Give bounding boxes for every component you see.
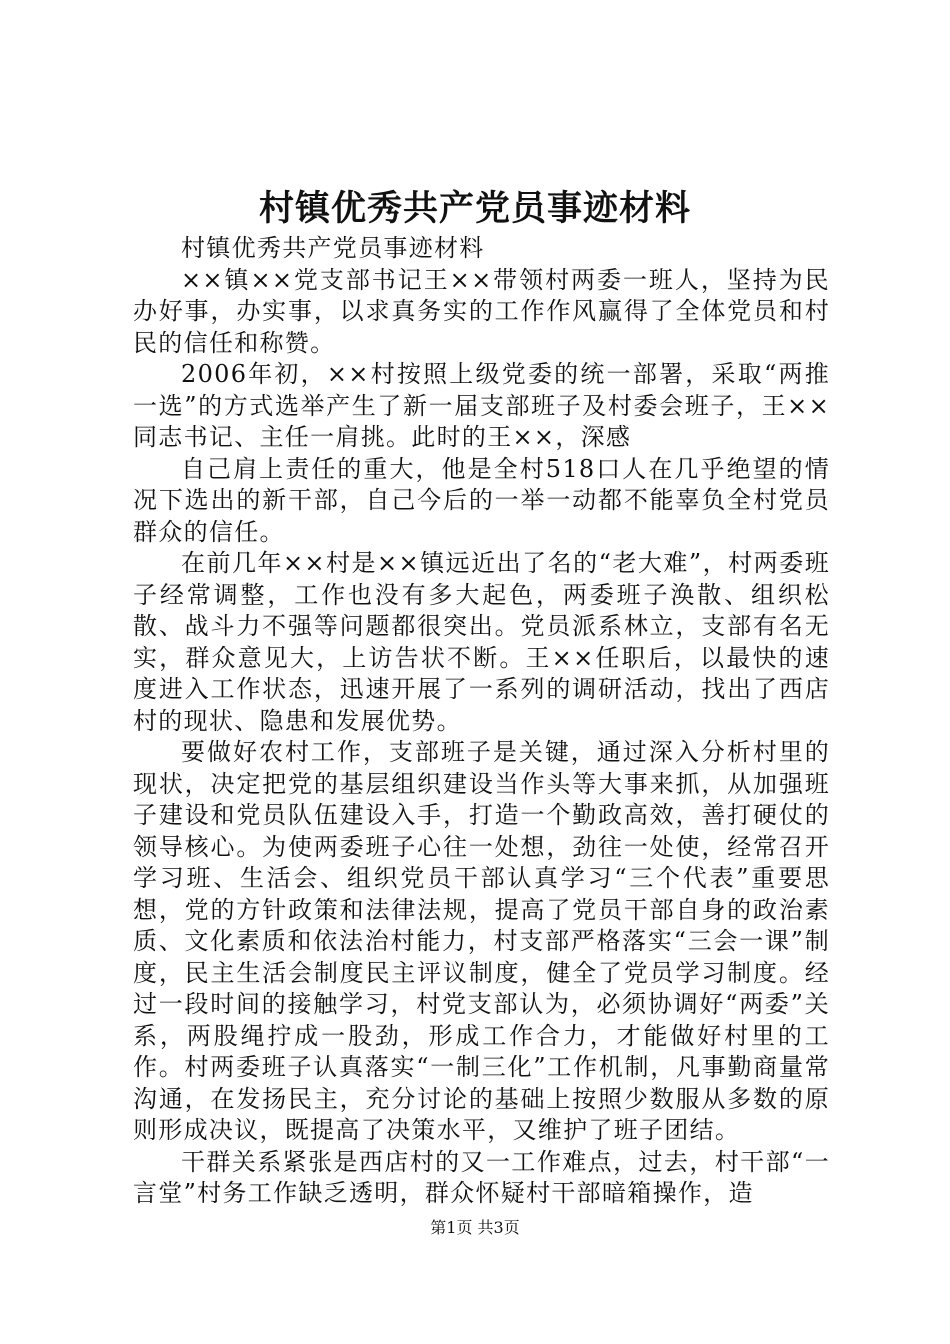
paragraph: 干群关系紧张是西店村的又一工作难点，过去，村干部“一言堂”村务工作缺乏透明，群众怀疑村干部暗箱操作，造 [133,1147,830,1207]
paragraph: 2006年初，××村按照上级党委的统一部署，采取“两推一选”的方式选举产生了新一届支部班子及村委会班子，王××同志书记、主任一肩挑。此时的王××，深感 [133,360,830,451]
paragraph: 村镇优秀共产党员事迹材料 [181,234,485,262]
paragraph: 在前几年××村是××镇远近出了名的“老大难”，村两委班子经常调整，工作也没有多大起色，两委班子涣散、组织松散、战斗力不强等问题都很突出。党员派系林立，支部有名无实，群众意见大，上访告状不断。王××任职后，以最快的速度进入工作状态，迅速开展了一系列的调研活动，找出了西店村的现状、隐患和发展优势。 [133,549,830,735]
document-title: 村镇优秀共产党员事迹材料 [258,188,691,229]
paragraph: 要做好农村工作，支部班子是关键，通过深入分析村里的现状，决定把党的基层组织建设当作头等大事来抓，从加强班子建设和党员队伍建设入手，打造一个勤政高效，善打硬仗的领导核心。为使两委班子心往一处想，劲往一处使，经常召开学习班、生活会、组织党员干部认真学习“三个代表”重要思想，党的方针政策和法律法规，提高了党员干部自身的政治素质、文化素质和依法治村能力，村支部严格落实“三会一课”制度，民主生活会制度民主评议制度，健全了党员学习制度。经过一段时间的接触学习，村党支部认为，必须协调好“两委”关系，两股绳拧成一股劲，形成工作合力，才能做好村里的工作。村两委班子认真落实“一制三化”工作机制，凡事勤商量常沟通，在发扬民主，充分讨论的基础上按照少数服从多数的原则形成决议，既提高了决策水平，又维护了班子团结。 [133,738,830,1144]
document-body [133,233,830,1210]
paragraph: ××镇××党支部书记王××带领村两委一班人，坚持为民办好事，办实事，以求真务实的工作作风赢得了全体党员和村民的信任和称赞。 [133,265,830,357]
paragraph: 自己肩上责任的重大，他是全村518口人在几乎绝望的情况下选出的新干部，自己今后的一举一动都不能辜负全村党员群众的信任。 [133,454,830,546]
page-footer: 第1页 共3页 [430,1218,520,1237]
